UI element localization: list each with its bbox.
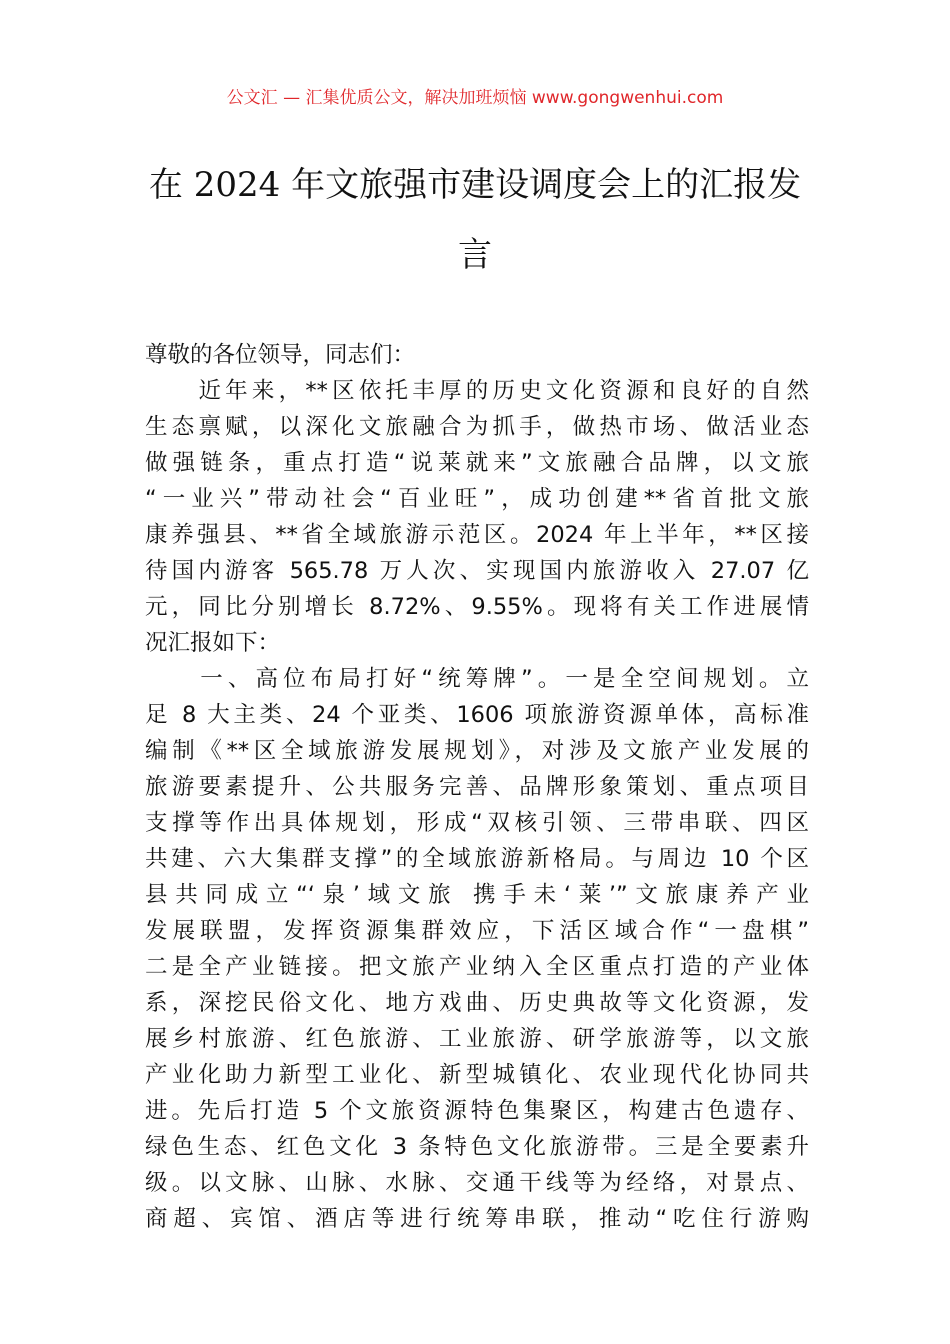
paragraph-line: 旅游要素提升、公共服务完善、品牌形象策划、重点项目 [145, 774, 809, 800]
paragraph-line: 系，深挖民俗文化、地方戏曲、历史典故等文化资源，发 [145, 990, 809, 1016]
paragraph-line: 尊敬的各位领导，同志们： [145, 342, 416, 368]
paragraph-line: 元，同比分别增长 8.72%、9.55%。现将有关工作进展情 [145, 594, 809, 620]
paragraph-line: 进。先后打造 5 个文旅资源特色集聚区，构建古色遗存、 [145, 1098, 809, 1124]
title-line-2: 言 [458, 235, 492, 275]
title-line-1: 在 2024 年文旅强市建设调度会上的汇报发 [148, 165, 802, 205]
paragraph-line: 产业化助力新型工业化、新型城镇化、农业现代化协同共 [145, 1062, 809, 1088]
paragraph-line: 县共同成立“‘泉’域文旅 携手未‘莱’”文旅康养产业 [145, 882, 809, 908]
paragraph-line: 做强链条，重点打造“说莱就来”文旅融合品牌，以文旅 [145, 450, 809, 476]
paragraph-line: 况汇报如下： [145, 630, 281, 656]
paragraph-line: 绿色生态、红色文化 3 条特色文化旅游带。三是全要素升 [145, 1134, 809, 1160]
header-banner: 公文汇 — 汇集优质公文，解决加班烦恼 www.gongwenhui.com [226, 88, 724, 108]
paragraph-line: 共建、六大集群支撑”的全域旅游新格局。与周边 10 个区 [145, 846, 809, 872]
paragraph-line: 一、高位布局打好“统筹牌”。一是全空间规划。立 [145, 666, 809, 692]
paragraph-line: 发展联盟，发挥资源集群效应，下活区域合作“一盘棋” [145, 918, 809, 944]
paragraph-line: 康养强县、**省全域旅游示范区。2024 年上半年，**区接 [145, 522, 809, 548]
paragraph-line: 级。以文脉、山脉、水脉、交通干线等为经络，对景点、 [145, 1170, 809, 1196]
paragraph-line: 生态禀赋，以深化文旅融合为抓手，做热市场、做活业态 [145, 414, 809, 440]
paragraph-line: 待国内游客 565.78 万人次、实现国内旅游收入 27.07 亿 [145, 558, 809, 584]
paragraph-line: 商超、宾馆、酒店等进行统筹串联，推动“吃住行游购 [145, 1206, 809, 1232]
paragraph-line: 二是全产业链接。把文旅产业纳入全区重点打造的产业体 [145, 954, 809, 980]
paragraph-line: “一业兴”带动社会“百业旺”，成功创建**省首批文旅 [145, 486, 809, 512]
paragraph-line: 足 8 大主类、24 个亚类、1606 项旅游资源单体，高标准 [145, 702, 809, 728]
document-body [145, 337, 809, 1237]
document-title [120, 150, 830, 290]
paragraph-line: 近年来，**区依托丰厚的历史文化资源和良好的自然 [145, 378, 809, 404]
paragraph-line: 编制《**区全域旅游发展规划》，对涉及文旅产业发展的 [145, 738, 809, 764]
paragraph-line: 展乡村旅游、红色旅游、工业旅游、研学旅游等，以文旅 [145, 1026, 809, 1052]
paragraph-line: 支撑等作出具体规划，形成“双核引领、三带串联、四区 [145, 810, 809, 836]
